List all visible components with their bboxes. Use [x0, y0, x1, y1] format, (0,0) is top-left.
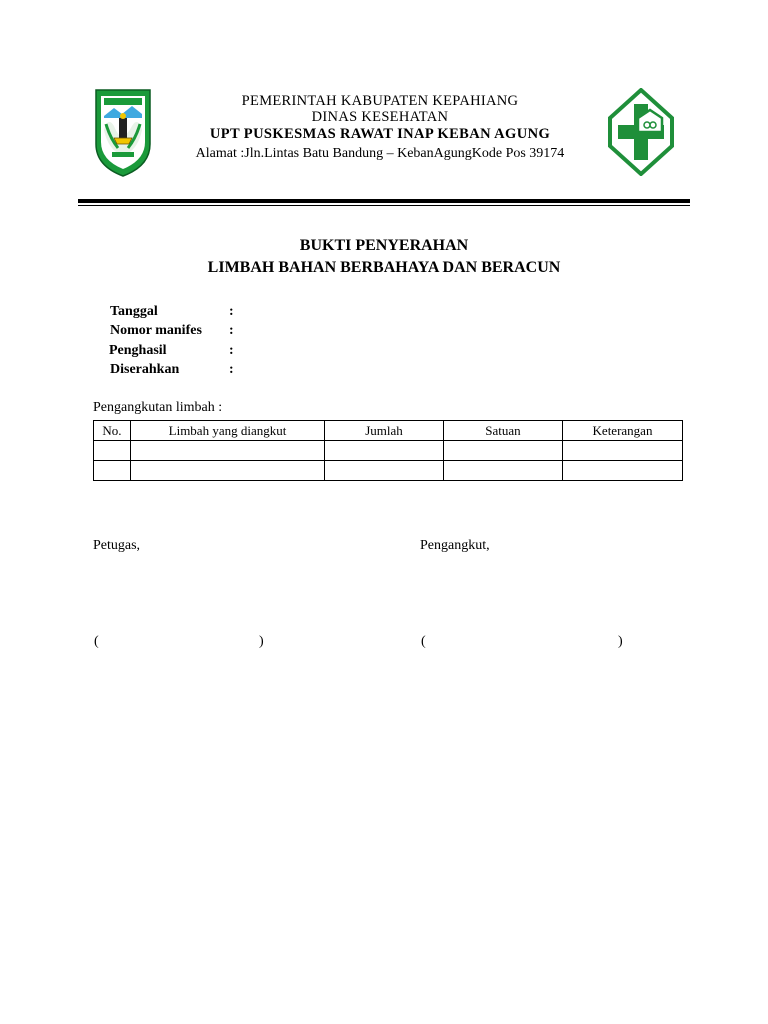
puskesmas-cross-icon [608, 88, 674, 176]
kop-address: Alamat :Jln.Lintas Batu Bandung – KebanAgungKode Pos 39174 [195, 146, 565, 161]
kop-government-name: PEMERINTAH KABUPATEN KEPAHIANG [241, 93, 519, 109]
signature-close-paren: ) [618, 634, 623, 649]
document-subtitle: LIMBAH BAHAN BERBAHAYA DAN BERACUN [207, 259, 561, 276]
table-caption: Pengangkutan limbah : [93, 400, 223, 415]
table-cell [94, 461, 131, 481]
signature-open-paren: ( [94, 634, 99, 649]
signature-open-paren: ( [421, 634, 426, 649]
table-cell [131, 441, 325, 461]
kabupaten-kepahiang-crest-icon [92, 86, 154, 178]
table-cell [444, 441, 563, 461]
signature-label-petugas: Petugas, [93, 538, 141, 553]
field-colon: : [229, 304, 234, 319]
table-cell [563, 461, 683, 481]
table-cell [325, 441, 444, 461]
signature-label-pengangkut: Pengangkut, [420, 538, 490, 553]
field-colon: : [229, 362, 234, 377]
field-label-penghasil: Penghasil [109, 343, 167, 358]
table-cell [131, 461, 325, 481]
field-colon: : [229, 323, 234, 338]
waste-table [93, 420, 683, 481]
column-header-no: No. [94, 421, 131, 441]
document-title: BUKTI PENYERAHAN [299, 237, 469, 254]
field-label-nomor-manifes: Nomor manifes [110, 323, 202, 338]
column-header-jumlah: Jumlah [325, 421, 444, 441]
table-row [94, 461, 683, 481]
column-header-limbah: Limbah yang diangkut [131, 421, 325, 441]
header-divider-thin [78, 205, 690, 206]
column-header-satuan: Satuan [444, 421, 563, 441]
header-divider-thick [78, 199, 690, 203]
kop-department-name: DINAS KESEHATAN [311, 109, 449, 125]
signature-close-paren: ) [259, 634, 264, 649]
table-cell [444, 461, 563, 481]
table-cell [325, 461, 444, 481]
table-row [94, 441, 683, 461]
field-colon: : [229, 343, 234, 358]
kop-institution-name: UPT PUSKESMAS RAWAT INAP KEBAN AGUNG [209, 126, 551, 142]
table-cell [563, 441, 683, 461]
column-header-keterangan: Keterangan [563, 421, 683, 441]
field-label-tanggal: Tanggal [110, 304, 158, 319]
field-label-diserahkan: Diserahkan [110, 362, 180, 377]
table-header-row [94, 421, 683, 441]
table-cell [94, 441, 131, 461]
